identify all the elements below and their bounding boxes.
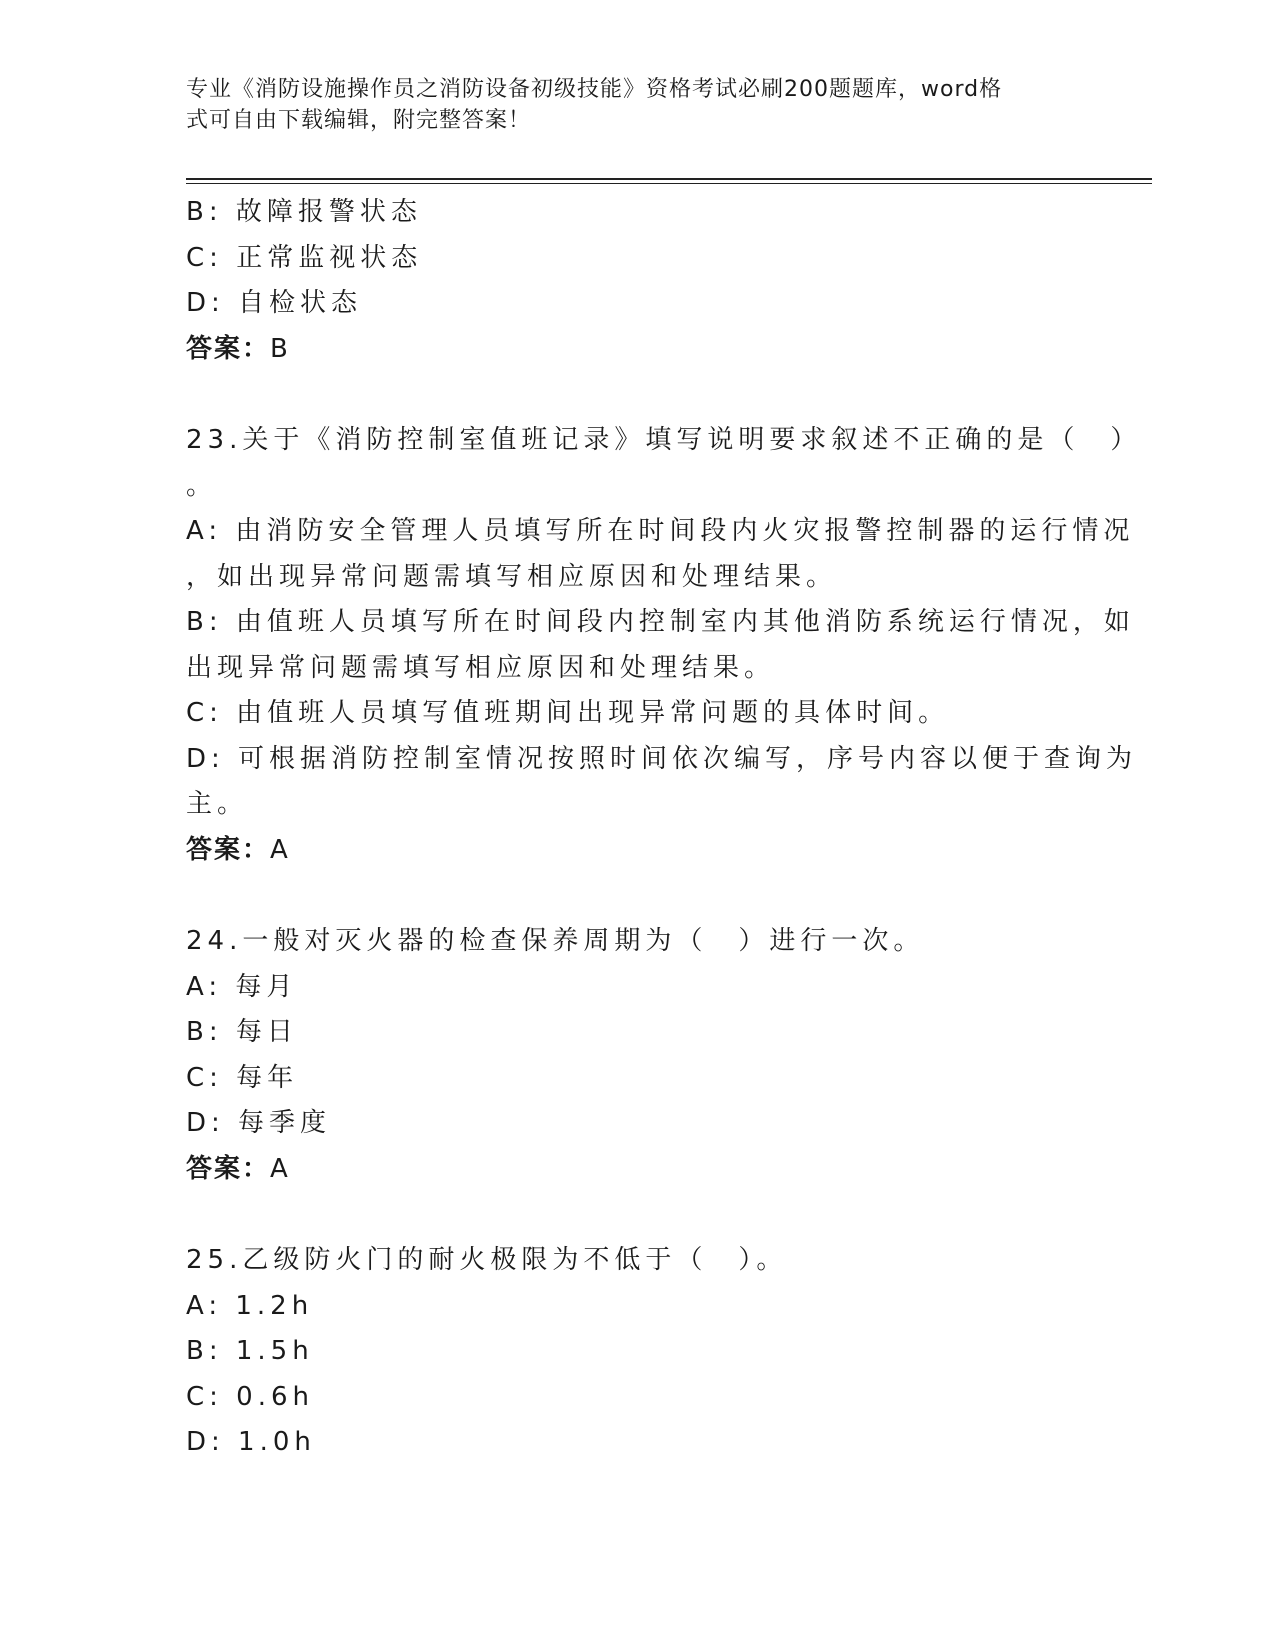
- question-block: [186, 919, 1086, 1192]
- option-line: D: 每季度: [186, 1108, 332, 1138]
- question-list: [186, 190, 1142, 1466]
- option-line: 主。: [186, 789, 249, 819]
- option-line: D: 可根据消防控制室情况按照时间依次编写，序号内容以便于查询为: [186, 743, 1138, 774]
- document-header: [186, 74, 1066, 136]
- answer-line: 答案：A: [186, 1153, 290, 1184]
- option-line: D: 1.0h: [186, 1427, 316, 1457]
- header-divider: [186, 183, 1152, 184]
- question-block: [186, 190, 1086, 372]
- option-line: D: 自检状态: [186, 288, 363, 318]
- option-line: C: 每年: [186, 1062, 299, 1093]
- answer-line: 答案：A: [186, 834, 290, 865]
- question-block: [186, 418, 1142, 873]
- option-line: B: 故障报警状态: [186, 197, 422, 227]
- option-line: 出现异常问题需填写相应原因和处理结果。: [186, 652, 776, 683]
- option-line: B: 每日: [186, 1017, 298, 1047]
- option-line: B: 由值班人员填写所在时间段内控制室内其他消防系统运行情况，如: [186, 607, 1135, 637]
- option-line: A: 由消防安全管理人员填写所在时间段内火灾报警控制器的运行情况: [186, 516, 1135, 546]
- option-line: C: 0.6h: [186, 1381, 315, 1412]
- question-block: [186, 1238, 1086, 1466]
- header-line: 式可自由下载编辑，附完整答案！: [186, 108, 532, 133]
- header-line: 专业《消防设施操作员之消防设备初级技能》资格考试必刷200题题库，word格: [186, 77, 1003, 102]
- option-line: C: 正常监视状态: [186, 242, 423, 273]
- header-divider: [186, 178, 1152, 180]
- option-line: A: 每月: [186, 971, 298, 1002]
- option-line: ，如出现异常问题需填写相应原因和处理结果。: [186, 561, 838, 592]
- answer-line: 答案：B: [186, 333, 290, 364]
- question-stem: 。: [186, 470, 218, 501]
- question-stem: 25.乙级防火门的耐火极限为不低于（ ）。: [186, 1245, 788, 1275]
- question-stem: 24.一般对灭火器的检查保养周期为（ ）进行一次。: [186, 926, 925, 956]
- option-line: B: 1.5h: [186, 1336, 314, 1366]
- question-stem: 23.关于《消防控制室值班记录》填写说明要求叙述不正确的是（ ）: [186, 425, 1142, 455]
- option-line: A: 1.2h: [186, 1290, 314, 1321]
- option-line: C: 由值班人员填写值班期间出现异常问题的具体时间。: [186, 698, 950, 728]
